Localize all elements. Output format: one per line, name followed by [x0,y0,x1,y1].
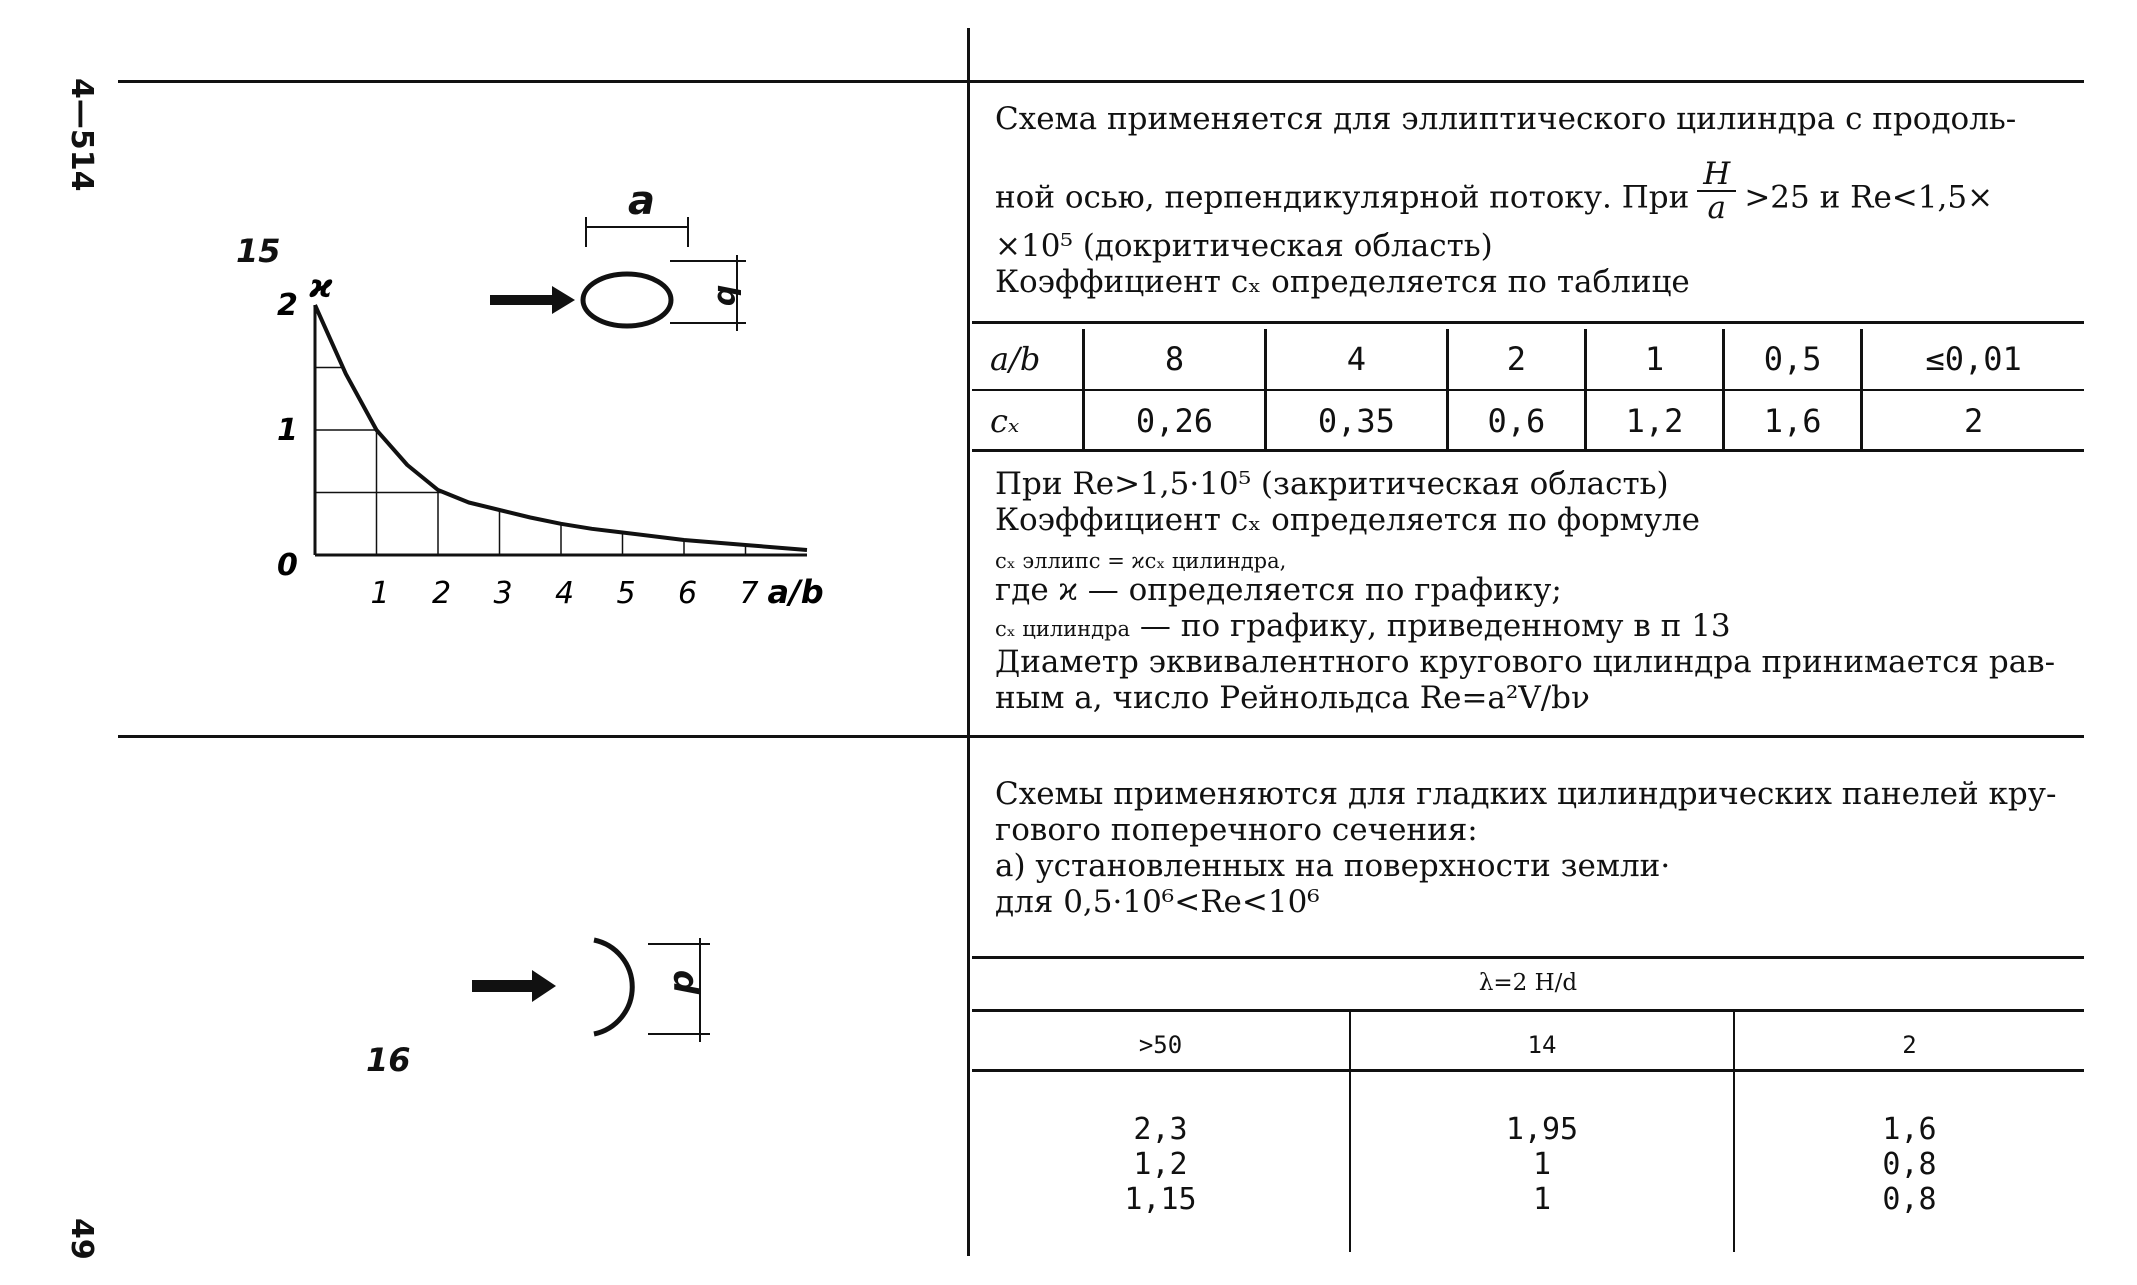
lambda-header: λ=2 H/d [1478,970,1578,996]
dimension-a-label: a [628,178,655,224]
scheme15-line2 [995,156,1994,232]
lambda-col-3-values [1735,1112,2084,1217]
table-cell: 1 [1585,329,1723,390]
table16-top-rule [972,956,2084,959]
x-tick-label: 7 [739,576,759,611]
scheme16-line1: Схемы применяются для гладких цилиндрических панелей кру- [995,776,2057,812]
x-tick-label: 4 [555,576,575,611]
scheme16-line4: для 0,5·10⁶<Re<10⁶ [995,884,1320,920]
column-divider [967,28,970,1256]
scheme15-after-line4: где ϰ — определяется по графику; [995,572,1562,608]
page-number: 49 [64,1218,99,1260]
table-cell: 0,26 [1084,390,1266,451]
table-cell: 1,6 [1724,390,1862,451]
scheme15-line2-end: >25 и Re<1,5× [1744,179,1994,216]
scheme15-after-line1: При Re>1,5·10⁵ (закритическая область) [995,466,1669,502]
scheme15-line3: ×10⁵ (докритическая область) [995,228,1493,264]
kappa-chart [270,260,830,620]
scheme15-after-line5-rest: — по графику, приведенному в п 13 [1130,608,1731,644]
scheme15-line2-start: ной осью, перпендикулярной потоку. При [995,179,1690,216]
ellipse-cx-table [972,329,2084,451]
x-tick-label: 5 [616,576,636,611]
table16-header-rule [972,1009,2084,1012]
lambda-col-2: 14 [1527,1031,1557,1059]
row-number-15: 15 [236,232,281,270]
row-label-cx: cₓ [990,402,1020,440]
cylinder-panel-figure [470,930,730,1060]
table-cell: 0,5 [1724,329,1862,390]
table-cell: 1,6 [1882,1112,1937,1147]
y-tick-label: 1 [277,413,298,448]
table-row [972,329,2084,390]
y-axis-label: ϰ [309,267,333,305]
row-label-ab: a/b [972,329,1084,390]
table-cell: 8 [1084,329,1266,390]
table-cell: 0,35 [1265,390,1447,451]
lambda-col-1-values [972,1112,1349,1217]
lambda-col-3: 2 [1902,1031,1917,1059]
row-number-16: 16 [366,1041,411,1079]
x-tick-label: 3 [493,576,513,611]
table-cell: 1,15 [1124,1182,1197,1217]
scheme15-formula: cₓ эллипс = ϰcₓ цилиндра, [995,549,1287,573]
table-cell: 0,8 [1882,1147,1937,1182]
table-cell: 1,2 [1133,1147,1188,1182]
h-over-a-fraction [1697,158,1736,224]
document-code: 4—514 [64,78,99,192]
dimension-b-label: b [710,284,746,307]
table-cell: 4 [1265,329,1447,390]
table-cell: 2 [1447,329,1585,390]
table-cell: 1,2 [1585,390,1723,451]
x-tick-label: 1 [370,576,390,611]
scheme16-line2: гового поперечного сечения: [995,812,1478,848]
x-tick-label: 2 [432,576,452,611]
middle-rule [118,735,2084,738]
fraction-numerator: H [1697,158,1736,192]
table15-top-rule [972,321,2084,324]
table-cell: 0,8 [1882,1182,1937,1217]
table-row [972,390,2084,451]
table-cell: 1 [1532,1182,1552,1217]
kappa-curve [315,305,807,550]
scheme15-line1: Схема применяется для эллиптического цилиндра с продоль- [995,101,2017,137]
x-tick-label: 6 [678,576,698,611]
scheme15-after-line7: ным a, число Рейнольдса Re=a²V/bν [995,680,1590,716]
lambda-col-1: >50 [1138,1031,1183,1059]
table-cell: 0,6 [1447,390,1585,451]
scheme16-line3: а) установленных на поверхности земли· [995,848,1671,884]
lambda-col-2-values [1351,1112,1733,1217]
table-cell: 1 [1532,1147,1552,1182]
y-tick-label: 0 [277,548,298,583]
top-rule [118,80,2084,83]
scheme15-after-line6: Диаметр эквивалентного кругового цилиндра принимается рав- [995,644,2056,680]
cx-cylinder-term: cₓ цилиндра [995,617,1131,641]
table-cell: ≤0,01 [1862,329,2084,390]
table-cell: 2,3 [1133,1112,1188,1147]
y-tick-label: 2 [277,288,298,323]
table16-subheader-rule [972,1069,2084,1072]
scheme15-after-line5 [995,608,1731,647]
scheme15-line4: Коэффициент cₓ определяется по таблице [995,264,1690,300]
table-cell: 1,95 [1505,1112,1579,1147]
scheme15-after-line2: Коэффициент cₓ определяется по формуле [995,502,1700,538]
fraction-denominator: a [1707,190,1727,226]
dimension-d-label: d [665,969,706,995]
table-cell: 2 [1862,390,2084,451]
x-axis-label: a/b [767,573,824,611]
